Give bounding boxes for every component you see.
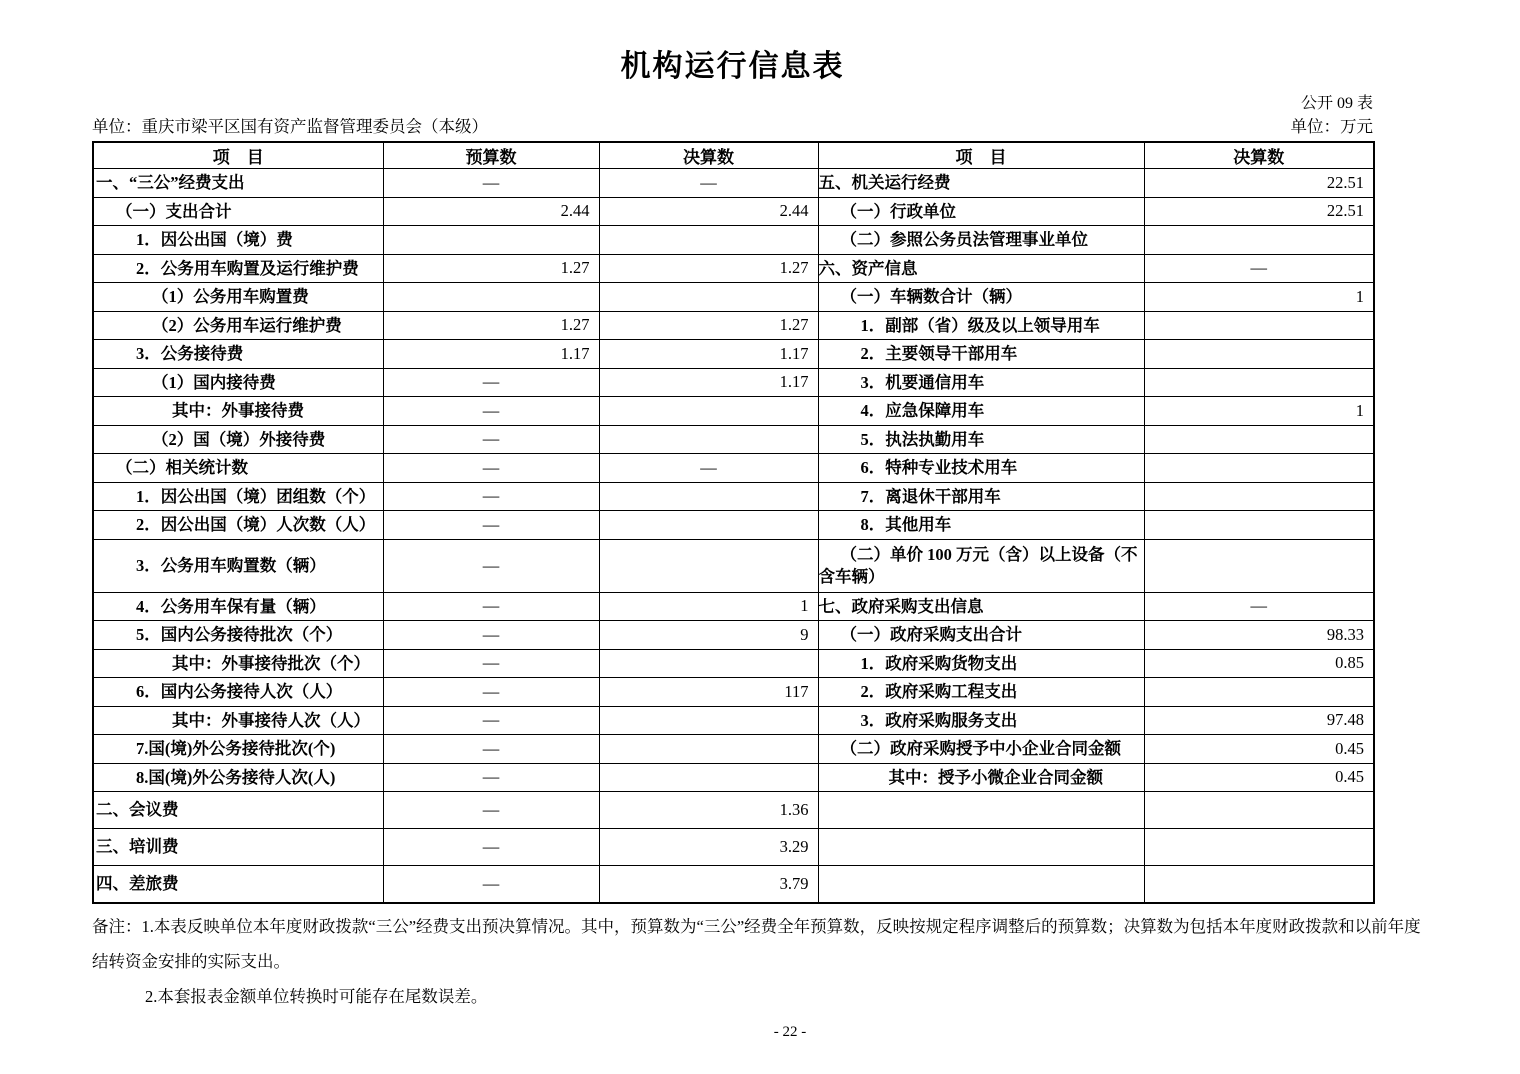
item-label-right: 3．政府采购服务支出 — [818, 706, 1144, 735]
item-label-left: （二）相关统计数 — [93, 454, 383, 483]
final-value-right: 97.48 — [1144, 706, 1374, 735]
final-value-right — [1144, 226, 1374, 255]
item-label-right: 1．政府采购货物支出 — [818, 649, 1144, 678]
final-value-right: 0.45 — [1144, 735, 1374, 764]
item-label-right: （二）单价 100 万元（含）以上设备（不含车辆） — [818, 539, 1144, 592]
item-label-left: （一）支出合计 — [93, 197, 383, 226]
table-row — [93, 678, 1374, 707]
table-row — [93, 763, 1374, 792]
final-value-right: — — [1144, 592, 1374, 621]
final-value-right — [1144, 454, 1374, 483]
final-value-right — [1144, 368, 1374, 397]
page-number: - 22 - — [773, 1024, 807, 1040]
note-1: 备注：1.本表反映单位本年度财政拨款“三公”经费支出预决算情况。其中，预算数为“三公”经费全年预算数，反映按规定程序调整后的预算数；决算数为包括本年度财政拨款和以前年度结转资金安排的实际支出。 — [92, 916, 1421, 971]
table-row — [93, 829, 1374, 866]
final-value-right: 22.51 — [1144, 197, 1374, 226]
budget-value: — — [383, 425, 599, 454]
item-label-left: （2）国（境）外接待费 — [93, 425, 383, 454]
final-value-left: 2.44 — [599, 197, 818, 226]
final-value-left: 1 — [599, 592, 818, 621]
item-label-right: （一）政府采购支出合计 — [818, 621, 1144, 650]
item-label-right: 5．执法执勤用车 — [818, 425, 1144, 454]
budget-value — [383, 226, 599, 255]
item-label-left: 7.国(境)外公务接待批次(个) — [93, 735, 383, 764]
item-label-right: 七、政府采购支出信息 — [818, 592, 1144, 621]
budget-value: 1.17 — [383, 340, 599, 369]
item-label-right: 2．主要领导干部用车 — [818, 340, 1144, 369]
item-label-right: （二）参照公务员法管理事业单位 — [818, 226, 1144, 255]
final-value-left: 1.27 — [599, 311, 818, 340]
budget-value: — — [383, 706, 599, 735]
item-label-right: 1．副部（省）级及以上领导用车 — [818, 311, 1144, 340]
item-label-left: 1．因公出国（境）团组数（个） — [93, 482, 383, 511]
item-label-right: 五、机关运行经费 — [818, 169, 1144, 198]
final-value-left — [599, 425, 818, 454]
note-2: 2.本套报表金额单位转换时可能存在尾数误差。 — [145, 986, 488, 1006]
table-row — [93, 621, 1374, 650]
final-value-left: 1.17 — [599, 368, 818, 397]
final-value-left: 117 — [599, 678, 818, 707]
table-row — [93, 454, 1374, 483]
item-label-right: 6．特种专业技术用车 — [818, 454, 1144, 483]
budget-value: — — [383, 763, 599, 792]
item-label-left: 其中：外事接待人次（人） — [93, 706, 383, 735]
final-value-left: 1.27 — [599, 254, 818, 283]
table-body — [93, 169, 1374, 903]
budget-value: — — [383, 397, 599, 426]
item-label-right: 8．其他用车 — [818, 511, 1144, 540]
final-value-left — [599, 482, 818, 511]
item-label-right: 其中：授予小微企业合同金额 — [818, 763, 1144, 792]
final-value-right: 0.45 — [1144, 763, 1374, 792]
unit-name-label: 单位：重庆市梁平区国有资产监督管理委员会（本级） — [92, 117, 488, 136]
budget-value: — — [383, 792, 599, 829]
final-value-left — [599, 397, 818, 426]
table-row — [93, 197, 1374, 226]
final-value-right: 1 — [1144, 397, 1374, 426]
item-label-left: 四、差旅费 — [93, 866, 383, 903]
item-label-left: 2．公务用车购置及运行维护费 — [93, 254, 383, 283]
final-value-right — [1144, 311, 1374, 340]
final-value-right — [1144, 678, 1374, 707]
final-value-left — [599, 539, 818, 592]
item-label-left: 1．因公出国（境）费 — [93, 226, 383, 255]
item-label-right: 4．应急保障用车 — [818, 397, 1144, 426]
budget-value: 1.27 — [383, 311, 599, 340]
final-value-right — [1144, 340, 1374, 369]
budget-value: 1.27 — [383, 254, 599, 283]
budget-value: — — [383, 866, 599, 903]
item-label-right: 7．离退休干部用车 — [818, 482, 1144, 511]
table-row — [93, 511, 1374, 540]
final-value-right — [1144, 425, 1374, 454]
item-label-left: 其中：外事接待费 — [93, 397, 383, 426]
header-row — [93, 142, 1374, 169]
table-row — [93, 866, 1374, 903]
table-row — [93, 792, 1374, 829]
budget-value: — — [383, 592, 599, 621]
item-label-left: 2．因公出国（境）人次数（人） — [93, 511, 383, 540]
item-label-right: （二）政府采购授予中小企业合同金额 — [818, 735, 1144, 764]
item-label-right: （一）车辆数合计（辆） — [818, 283, 1144, 312]
item-label-left: 3．公务接待费 — [93, 340, 383, 369]
final-value-left — [599, 226, 818, 255]
final-value-left — [599, 283, 818, 312]
item-label-right: （一）行政单位 — [818, 197, 1144, 226]
final-value-left: 3.79 — [599, 866, 818, 903]
header-item-left: 项 目 — [93, 142, 383, 169]
table-row — [93, 340, 1374, 369]
currency-unit-label: 单位：万元 — [1290, 117, 1373, 136]
item-label-right — [818, 829, 1144, 866]
item-label-left: 4．公务用车保有量（辆） — [93, 592, 383, 621]
final-value-right — [1144, 792, 1374, 829]
final-value-right: 98.33 — [1144, 621, 1374, 650]
header-final-left: 决算数 — [599, 142, 818, 169]
item-label-right: 2．政府采购工程支出 — [818, 678, 1144, 707]
final-value-left: — — [599, 169, 818, 198]
item-label-left: 三、培训费 — [93, 829, 383, 866]
table-code: 公开 09 表 — [1300, 95, 1373, 112]
budget-value: — — [383, 829, 599, 866]
final-value-left — [599, 511, 818, 540]
budget-value: — — [383, 621, 599, 650]
item-label-left: （2）公务用车运行维护费 — [93, 311, 383, 340]
table-row — [93, 592, 1374, 621]
budget-value: — — [383, 368, 599, 397]
table-row — [93, 539, 1374, 592]
item-label-right — [818, 792, 1144, 829]
final-value-right — [1144, 482, 1374, 511]
final-value-left: 3.29 — [599, 829, 818, 866]
budget-value — [383, 283, 599, 312]
item-label-left: 3．公务用车购置数（辆） — [93, 539, 383, 592]
final-value-left: 1.36 — [599, 792, 818, 829]
item-label-left: 5．国内公务接待批次（个） — [93, 621, 383, 650]
page-title: 机构运行信息表 — [620, 50, 845, 83]
item-label-left: 二、会议费 — [93, 792, 383, 829]
item-label-right: 3．机要通信用车 — [818, 368, 1144, 397]
table-row — [93, 226, 1374, 255]
item-label-left: 其中：外事接待批次（个） — [93, 649, 383, 678]
final-value-left — [599, 763, 818, 792]
final-value-right — [1144, 866, 1374, 903]
final-value-left: — — [599, 454, 818, 483]
budget-value: — — [383, 482, 599, 511]
table-row — [93, 706, 1374, 735]
table-row — [93, 482, 1374, 511]
item-label-left: 一、“三公”经费支出 — [93, 169, 383, 198]
budget-value: — — [383, 735, 599, 764]
header-final-right: 决算数 — [1144, 142, 1374, 169]
final-value-left — [599, 735, 818, 764]
table-row — [93, 368, 1374, 397]
table-row — [93, 397, 1374, 426]
table-row — [93, 283, 1374, 312]
final-value-right: 22.51 — [1144, 169, 1374, 198]
budget-value: — — [383, 454, 599, 483]
table-row — [93, 649, 1374, 678]
final-value-right — [1144, 539, 1374, 592]
item-label-left: （1）公务用车购置费 — [93, 283, 383, 312]
final-value-right: 0.85 — [1144, 649, 1374, 678]
table-row — [93, 311, 1374, 340]
budget-value: — — [383, 169, 599, 198]
info-table — [92, 141, 1375, 904]
final-value-left — [599, 649, 818, 678]
budget-value: — — [383, 649, 599, 678]
final-value-left: 1.17 — [599, 340, 818, 369]
item-label-right — [818, 866, 1144, 903]
document-page — [92, 0, 1421, 1014]
budget-value: — — [383, 678, 599, 707]
final-value-right — [1144, 829, 1374, 866]
final-value-right: 1 — [1144, 283, 1374, 312]
item-label-left: 8.国(境)外公务接待人次(人) — [93, 763, 383, 792]
header-budget: 预算数 — [383, 142, 599, 169]
header-item-right: 项 目 — [818, 142, 1144, 169]
table-row — [93, 254, 1374, 283]
final-value-left: 9 — [599, 621, 818, 650]
budget-value: — — [383, 511, 599, 540]
table-row — [93, 735, 1374, 764]
item-label-right: 六、资产信息 — [818, 254, 1144, 283]
table-row — [93, 425, 1374, 454]
item-label-left: 6．国内公务接待人次（人） — [93, 678, 383, 707]
budget-value: — — [383, 539, 599, 592]
final-value-left — [599, 706, 818, 735]
item-label-left: （1）国内接待费 — [93, 368, 383, 397]
final-value-right — [1144, 511, 1374, 540]
budget-value: 2.44 — [383, 197, 599, 226]
table-row — [93, 169, 1374, 198]
final-value-right: — — [1144, 254, 1374, 283]
